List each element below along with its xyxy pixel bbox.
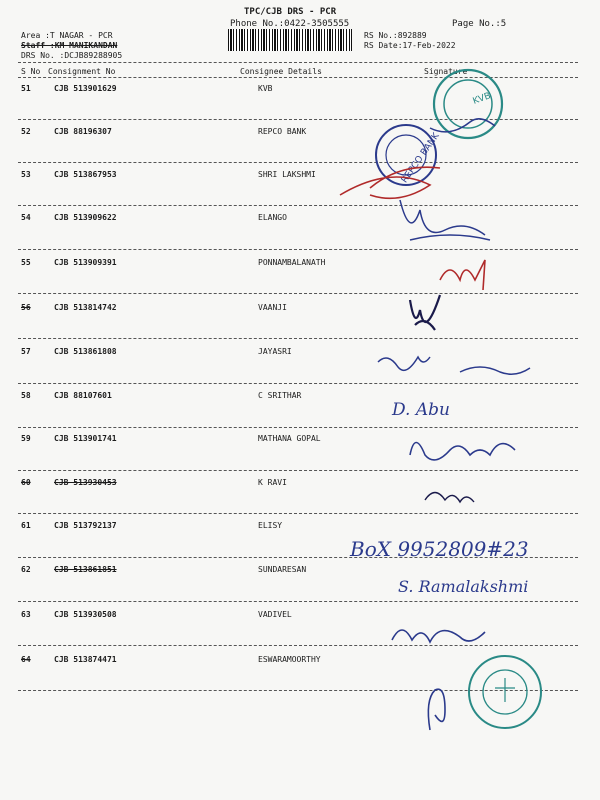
row-sno: 58	[21, 391, 31, 400]
row-consignee: ESWARAMOORTHY	[258, 655, 321, 664]
row-consignment: CJB 513867953	[54, 170, 117, 179]
col-header-signature: Signature	[424, 67, 468, 76]
area-label: Area :T NAGAR - PCR	[21, 31, 113, 40]
row-sno: 57	[21, 347, 31, 356]
staff-label: Staff :KM MANIKANDAN	[21, 41, 118, 50]
signature-row-58: D. Abu	[392, 400, 450, 420]
row-sno: 56	[21, 303, 31, 312]
drs-number: DRS No. :DCJB89288905	[21, 51, 123, 60]
row-sno: 52	[21, 127, 31, 136]
row-consignment: CJB 513901629	[54, 84, 117, 93]
row-sno: 53	[21, 170, 31, 179]
signature-row-63	[392, 630, 485, 642]
box-number-handwritten: BoX 9952809#23	[350, 537, 529, 561]
signature-row-54	[400, 200, 490, 240]
row-consignee: C SRITHAR	[258, 391, 302, 400]
row-consignment: CJB 513861851	[54, 565, 117, 574]
row-consignment: CJB 513909622	[54, 213, 117, 222]
row-consignment: CJB 513901741	[54, 434, 117, 443]
page-number: Page No.:5	[452, 19, 507, 29]
row-sno: 59	[21, 434, 31, 443]
phone-number: Phone No.:0422-3505555	[230, 19, 350, 29]
row-consignee: SUNDARESAN	[258, 565, 307, 574]
row-consignee: REPCO BANK	[258, 127, 307, 136]
kvb-stamp	[434, 70, 502, 138]
signature-row-53	[340, 167, 440, 198]
signature-row-55	[440, 260, 485, 290]
col-header-consignee: Consignee Details	[240, 67, 322, 76]
col-header-consignment: Consignment No	[48, 67, 116, 76]
row-sno: 63	[21, 610, 31, 619]
signature-row-64	[428, 689, 445, 730]
row-consignee: VAANJI	[258, 303, 287, 312]
rs-number: RS No.:892889	[364, 31, 427, 40]
row-consignee: VADIVEL	[258, 610, 292, 619]
signature-row-52	[430, 119, 495, 132]
row-sno: 51	[21, 84, 31, 93]
row-consignee: PONNAMBALANATH	[258, 258, 326, 267]
row-sno: 60	[21, 478, 31, 487]
row-consignee: SHRI LAKSHMI	[258, 170, 316, 179]
row-consignment: CJB 88196307	[54, 127, 112, 136]
rs-date: RS Date:17-Feb-2022	[364, 41, 456, 50]
signature-row-57	[378, 357, 530, 374]
row-consignee: MATHANA GOPAL	[258, 434, 321, 443]
row-sno: 61	[21, 521, 31, 530]
row-consignment: CJB 513874471	[54, 655, 117, 664]
row-sno: 54	[21, 213, 31, 222]
row-consignment: CJB 513861808	[54, 347, 117, 356]
row-consignee: ELANGO	[258, 213, 287, 222]
signature-row-60	[425, 493, 474, 503]
bottom-stamp	[469, 656, 541, 728]
row-consignment: CJB 513909391	[54, 258, 117, 267]
row-consignment: CJB 513792137	[54, 521, 117, 530]
row-consignment: CJB 513814742	[54, 303, 117, 312]
signature-row-62: S. Ramalakshmi	[398, 577, 529, 596]
svg-text:KVB: KVB	[471, 91, 493, 107]
col-header-sno: S No	[21, 67, 41, 76]
row-consignment: CJB 513930453	[54, 478, 117, 487]
row-consignee: ELISY	[258, 521, 283, 530]
row-sno: 64	[21, 655, 31, 664]
row-consignee: KVB	[258, 84, 273, 93]
repco-stamp	[376, 125, 442, 185]
row-sno: 62	[21, 565, 31, 574]
row-consignment: CJB 513930508	[54, 610, 117, 619]
signature-row-56	[410, 295, 440, 330]
doc-title: TPC/CJB DRS - PCR	[244, 7, 337, 17]
row-consignee: JAYASRI	[258, 347, 292, 356]
svg-text:REPCO BANK: REPCO BANK	[399, 131, 442, 186]
row-consignment: CJB 88107601	[54, 391, 112, 400]
row-sno: 55	[21, 258, 31, 267]
signature-row-59	[410, 443, 515, 460]
row-consignee: K RAVI	[258, 478, 287, 487]
